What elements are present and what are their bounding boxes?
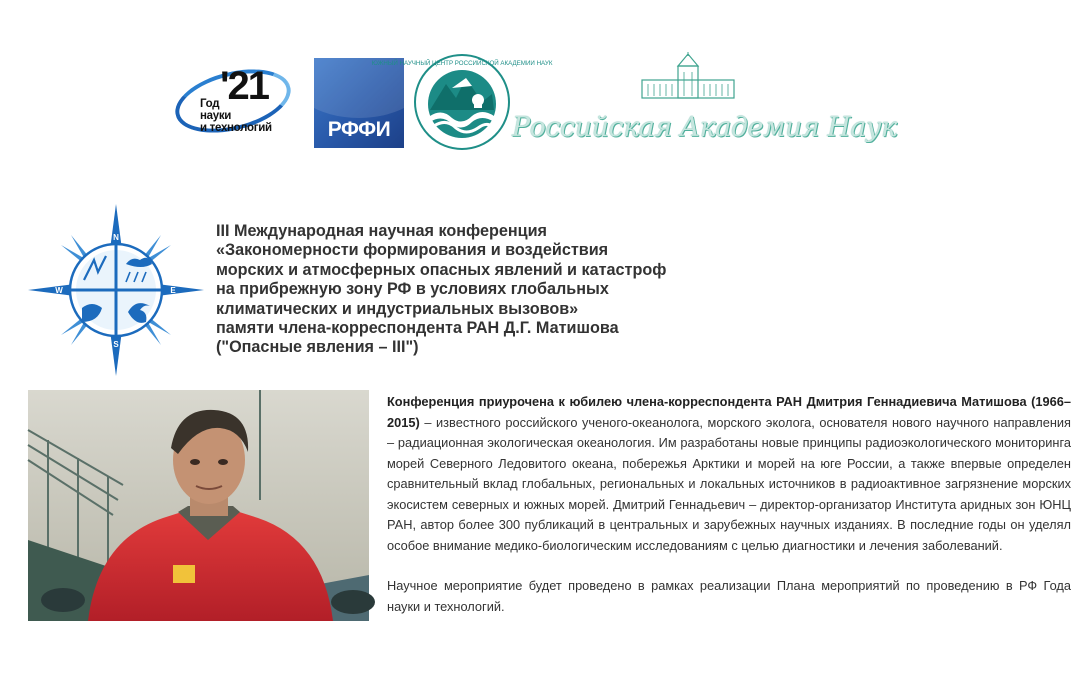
conference-title-line: «Закономерности формирования и воздействия (216, 241, 609, 260)
ras-name: Российская Академия Наук (512, 112, 897, 143)
year-caption-line: и технологий (200, 122, 272, 134)
description-lead-rest: – известного российского ученого-океанолога, морского эколога, основателя нового научного направления – радиационная экологическая океанология. Им разработаны новые принципы радиоэкологического мониторинга морей Северного Ледовитого океана, побережья Арктики и морей на юге России, а также впервые определен сравнительный вклад глобальных, региональных и локальных источников в радиоактивное загрязнение морских экосистем северных и южных морей. Дмитрий Геннадьевич – директор-организатор Института аридных зон ЮНЦ РАН, автор более 300 публикаций в центральных и зарубежных научных изданиях. В последние годы он уделял особое внимание медико-биологическим исследованиям с целью диагностики и лечения заболеваний. (387, 414, 1071, 553)
conference-title (216, 222, 736, 358)
conference-title-line: климатических и индустриальных вызовов» (216, 299, 579, 318)
conference-title-line: III Международная научная конференция (216, 222, 547, 240)
conference-title-line: памяти члена-корреспондента РАН Д.Г. Матишова (216, 319, 619, 338)
conference-description (387, 392, 1071, 617)
logo-strip (0, 0, 1087, 170)
description-paragraph: Научное мероприятие будет проведено в рамках реализации Плана мероприятий по проведению в РФ Года науки и технологий. (387, 578, 1071, 614)
unc-ras-logo (371, 52, 553, 152)
conference-title-line: ("Опасные явления – III") (216, 338, 419, 357)
compass-rose-icon (27, 203, 205, 378)
compass-west-label: W (55, 286, 63, 295)
compass-north-label: N (113, 233, 119, 242)
rffi-logo (314, 58, 404, 148)
conference-title-line: морских и атмосферных опасных явлений и катастроф (216, 260, 667, 279)
year-caption-line: науки (200, 110, 232, 122)
description-lead-bold: Конференция приурочена к юбилею члена-корреспондента РАН Дмитрия Геннадиевича Матишова (1966–2015) (387, 394, 1071, 430)
unc-emblem-icon (371, 52, 553, 152)
year-caption-line: Год (200, 98, 220, 110)
compass-south-label: S (113, 340, 119, 349)
ras-logo (512, 52, 897, 156)
portrait-illustration (28, 390, 369, 621)
year-of-science-logo (170, 58, 298, 150)
year-caption (200, 98, 296, 134)
unc-arc-text: ЮЖНЫЙ НАУЧНЫЙ ЦЕНТР РОССИЙСКОЙ АКАДЕМИИ НАУК (371, 60, 553, 67)
conference-title-line: на прибрежную зону РФ в условиях глобальных (216, 280, 609, 299)
rffi-label: РФФИ (327, 118, 391, 141)
ras-building-icon (638, 52, 738, 102)
compass-east-label: E (170, 286, 176, 295)
portrait-photo (28, 390, 369, 621)
year-number: '21 (220, 64, 269, 108)
description-paragraph (387, 392, 1071, 556)
conference-compass-logo (27, 203, 205, 378)
